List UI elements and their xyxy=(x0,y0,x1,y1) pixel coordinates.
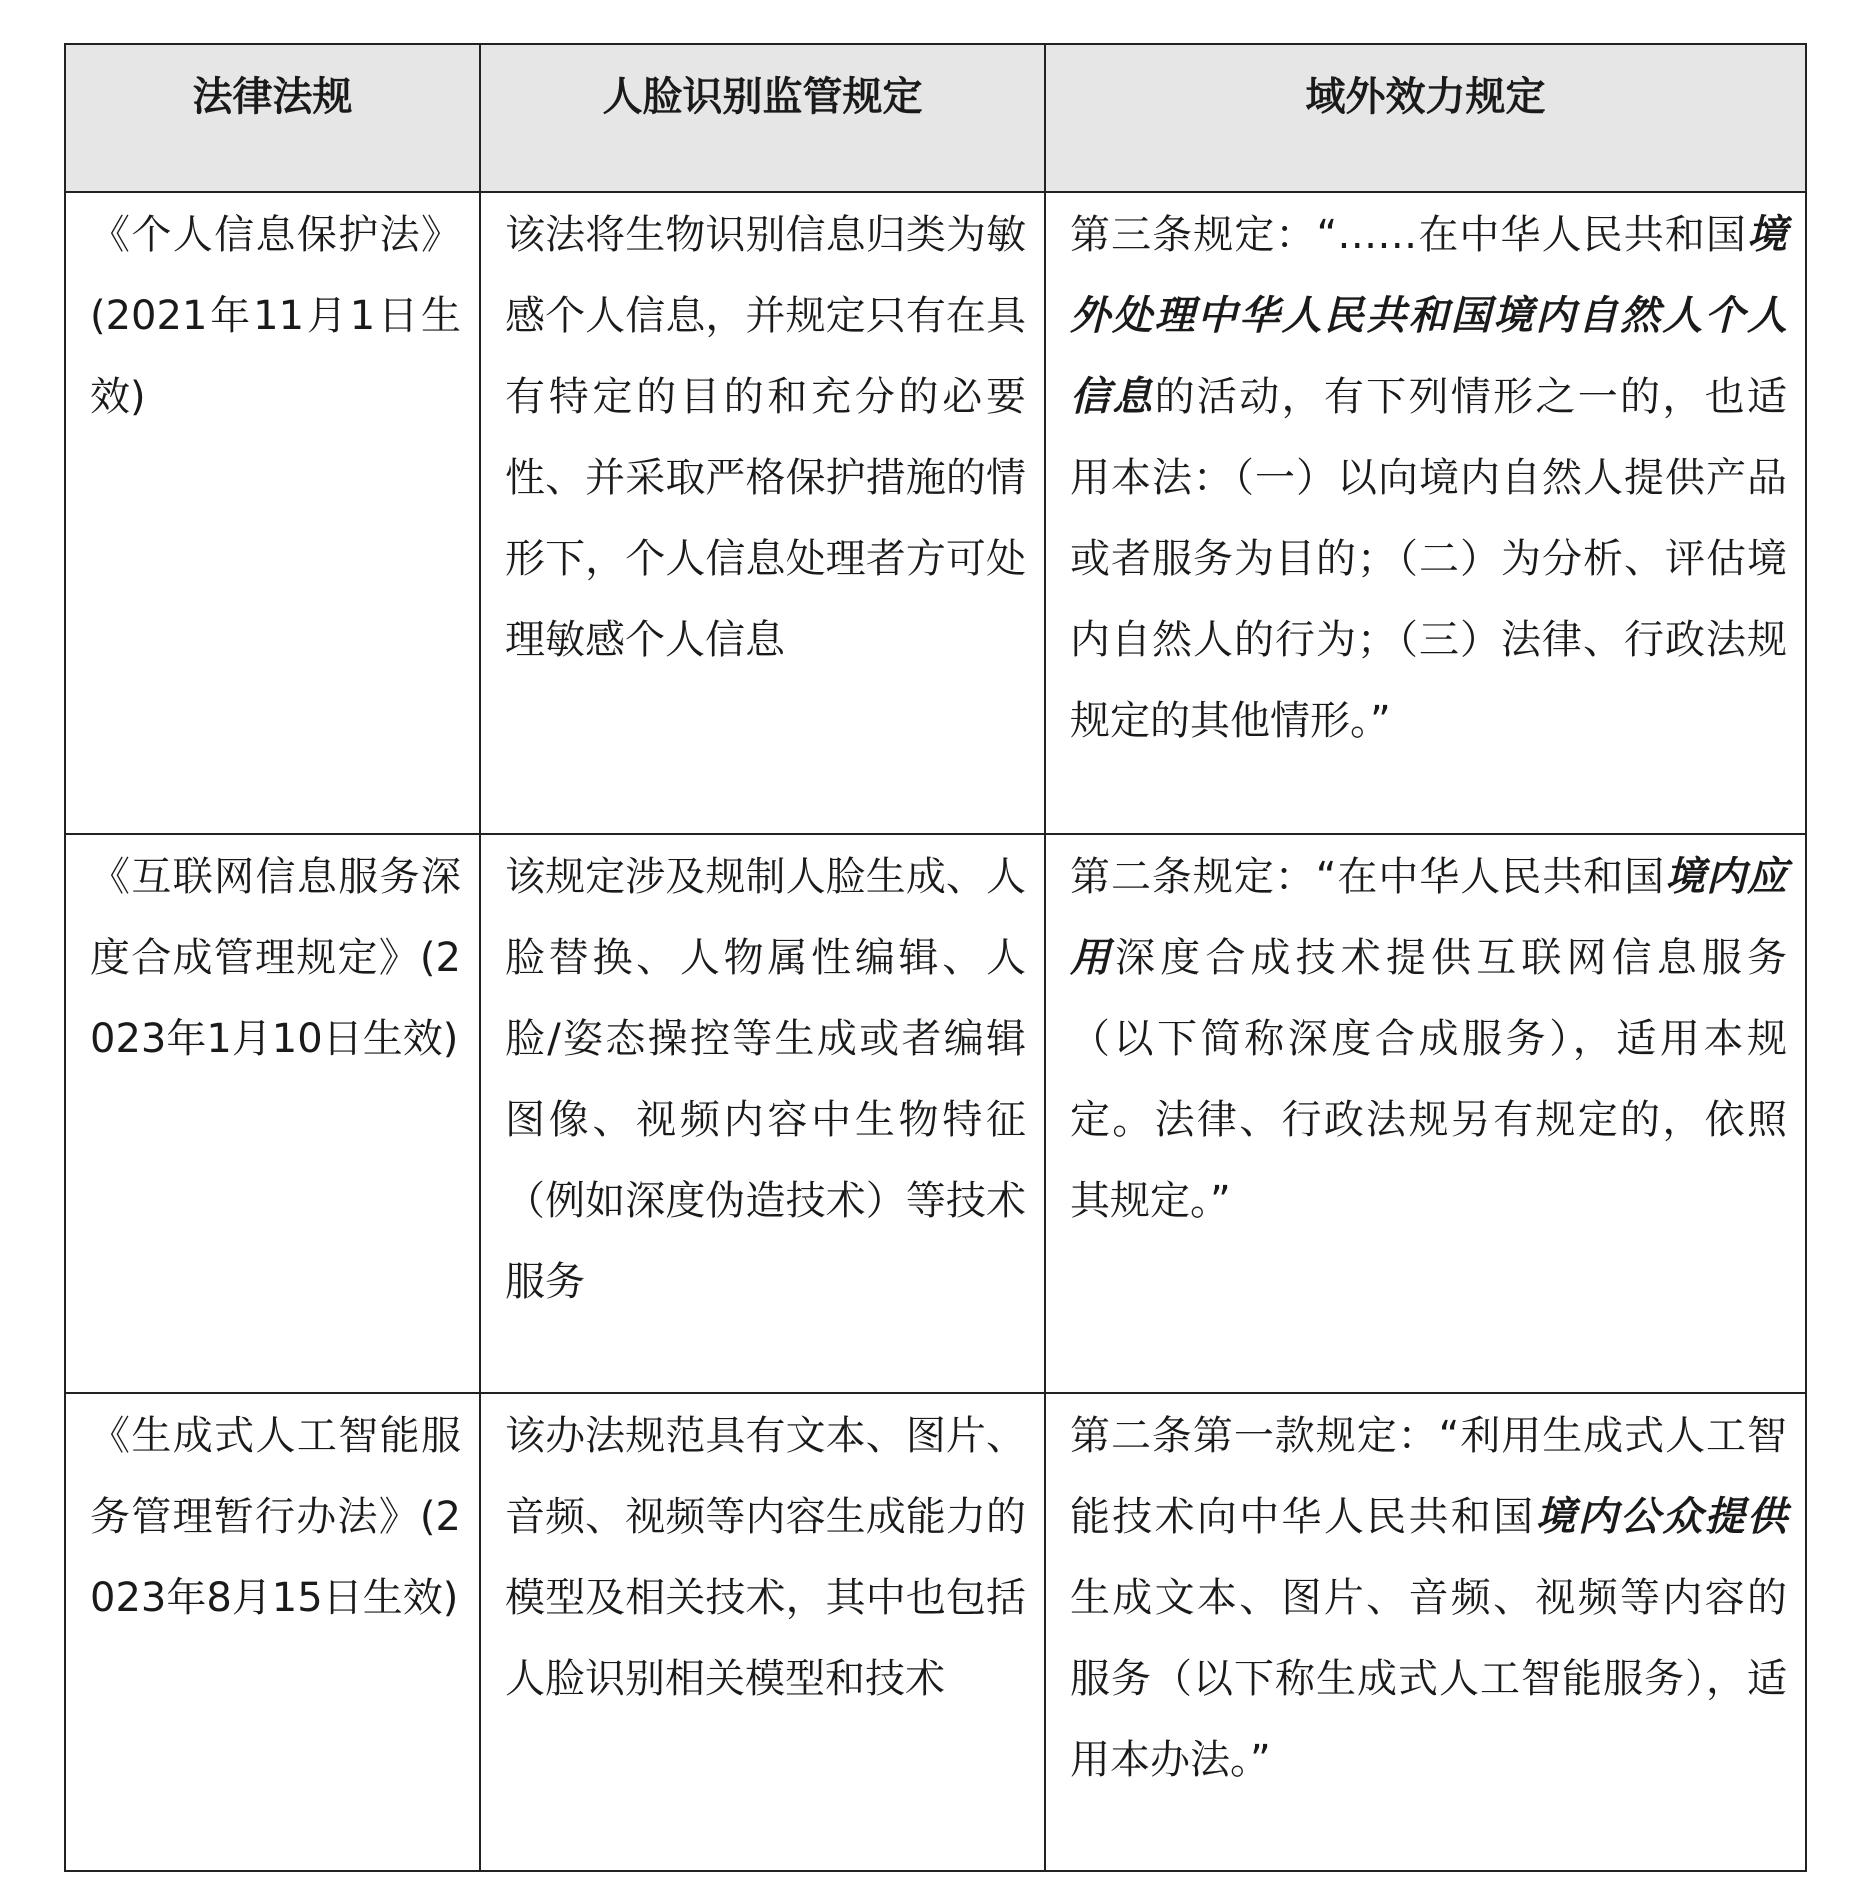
table-row xyxy=(65,1393,1806,1871)
extraterritorial-text-pre: 第二条规定：“在中华人民共和国 xyxy=(1070,854,1666,900)
law-name: 《个人信息保护法》(2021年11月1日生效) xyxy=(90,212,461,420)
extraterritorial-text-post: 生成文本、图片、音频、视频等内容的服务（以下称生成式人工智能服务），适用本办法。” xyxy=(1070,1575,1787,1783)
extraterritorial-highlight: 境外处理中华人民共和国境内自然人个人信息 xyxy=(1070,212,1787,420)
extraterritorial-text-pre: 第二条第一款规定：“利用生成式人工智能技术向中华人民共和国 xyxy=(1070,1413,1787,1540)
extraterritorial-text xyxy=(1046,1396,1805,1801)
header-row xyxy=(65,44,1806,192)
table-row xyxy=(65,834,1806,1393)
regulation-cell xyxy=(480,1393,1045,1871)
extraterritorial-highlight: 境内公众提供 xyxy=(1535,1494,1787,1540)
law-comparison-table xyxy=(64,43,1807,1872)
extraterritorial-cell xyxy=(1045,1393,1806,1871)
law-cell xyxy=(65,834,480,1393)
regulation-text: 该规定涉及规制人脸生成、人脸替换、人物属性编辑、人脸/姿态操控等生成或者编辑图像、视频内容中生物特征（例如深度伪造技术）等技术服务 xyxy=(505,854,1026,1305)
extraterritorial-text-pre: 第三条规定：“……在中华人民共和国 xyxy=(1070,212,1747,258)
regulation-cell xyxy=(480,834,1045,1393)
extraterritorial-cell xyxy=(1045,834,1806,1393)
table-header xyxy=(65,44,1806,192)
extraterritorial-text xyxy=(1046,837,1805,1242)
extraterritorial-text-post: 的活动，有下列情形之一的，也适用本法：（一）以向境内自然人提供产品或者服务为目的；（二）为分析、评估境内自然人的行为；（三）法律、行政法规规定的其他情形。” xyxy=(1070,374,1787,744)
law-name: 《互联网信息服务深度合成管理规定》(2023年1月10日生效) xyxy=(90,854,461,1062)
extraterritorial-text xyxy=(1046,195,1805,762)
regulation-text: 该法将生物识别信息归类为敏感个人信息，并规定只有在具有特定的目的和充分的必要性、并采取严格保护措施的情形下，个人信息处理者方可处理敏感个人信息 xyxy=(505,212,1026,663)
table-row xyxy=(65,192,1806,834)
header-law: 法律法规 xyxy=(65,44,480,192)
extraterritorial-cell xyxy=(1045,192,1806,834)
regulation-cell xyxy=(480,192,1045,834)
header-face-recognition-regulation: 人脸识别监管规定 xyxy=(480,44,1045,192)
law-cell xyxy=(65,192,480,834)
header-extraterritorial-effect: 域外效力规定 xyxy=(1045,44,1806,192)
law-cell xyxy=(65,1393,480,1871)
extraterritorial-text-post: 深度合成技术提供互联网信息服务（以下简称深度合成服务），适用本规定。法律、行政法规另有规定的，依照其规定。” xyxy=(1070,935,1788,1224)
regulation-text: 该办法规范具有文本、图片、音频、视频等内容生成能力的模型及相关技术，其中也包括人脸识别相关模型和技术 xyxy=(505,1413,1026,1702)
extraterritorial-highlight: 境内应用 xyxy=(1070,854,1787,981)
law-name: 《生成式人工智能服务管理暂行办法》(2023年8月15日生效) xyxy=(90,1413,461,1621)
